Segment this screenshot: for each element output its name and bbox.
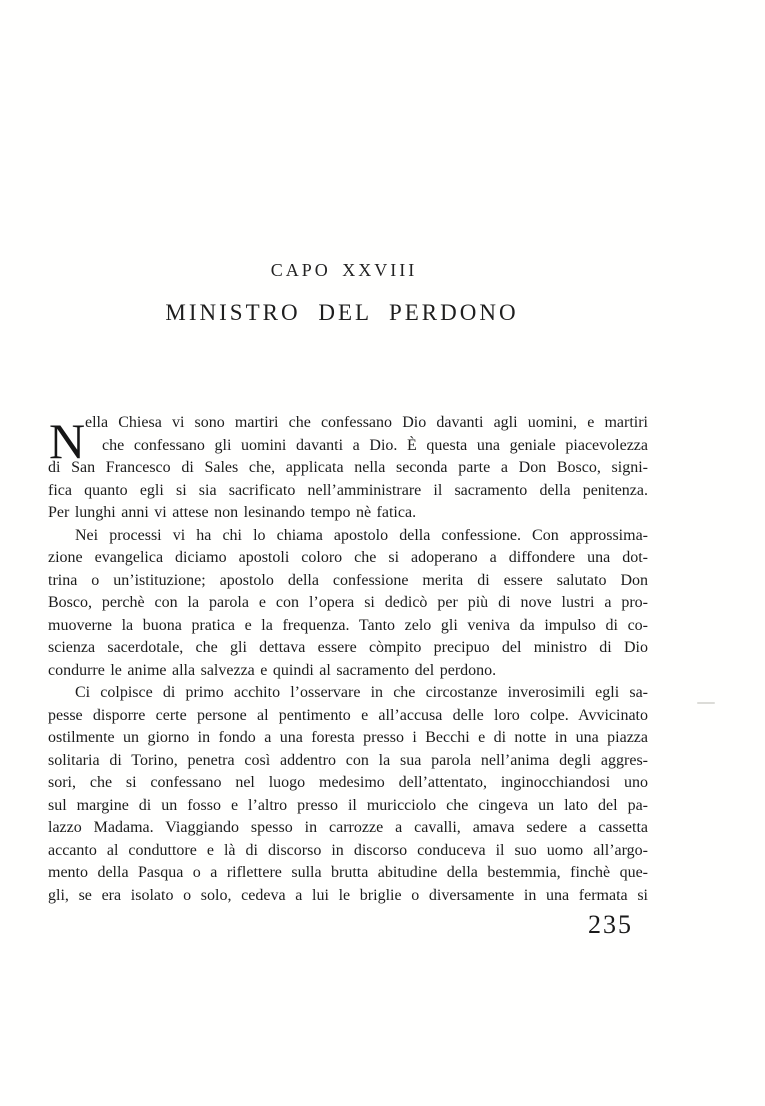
text-line: zione evangelica diciamo apostoli coloro che si adoperano a diffondere una dot- <box>48 549 648 566</box>
text-line: sori, che si confessano nel luogo medesimo dell’attentato, inginocchiandosi uno <box>48 774 648 791</box>
text-line: muoverne la buona pratica e la frequenza. Tanto zelo gli veniva da impulso di co- <box>48 616 648 634</box>
text-line: condurre le anime alla salvezza e quindi al sacramento del perdono. <box>48 661 497 679</box>
text-line: solitaria di Torino, penetra così addentro con la sua parola nell’anima degli aggres- <box>48 751 648 769</box>
text-line: ella Chiesa vi sono martiri che confessano Dio davanti agli uomini, e martiri <box>85 414 648 431</box>
text-line: gli, se era isolato o solo, cedeva a lui le briglie o diversamente in una fermata si <box>48 886 648 904</box>
text-line: pesse disporre certe persone al pentimento e all’accusa delle loro colpe. Avvicinato <box>48 706 648 724</box>
scan-artifact <box>697 702 715 704</box>
text-line: ostilmente un giorno in fondo a una foresta presso i Becchi e di notte in una piazza <box>48 729 648 746</box>
text-line: di San Francesco di Sales che, applicata nella seconda parte a Don Bosco, signi- <box>48 459 648 476</box>
text-line: accanto al conduttore e là di discorso in discorso conduceva il suo uomo all’argo- <box>48 841 648 859</box>
text-line: Bosco, perchè con la parola e con l’opera si dedicò per più di nove lustri a pro- <box>48 594 648 611</box>
text-line: Nei processi vi ha chi lo chiama apostolo della confessione. Con approssima- <box>75 526 648 544</box>
text-line: sul margine di un fosso e l’altro presso il muricciolo che cingeva un lato del pa- <box>48 796 648 814</box>
chapter-heading: CAPO XXVIII <box>270 260 418 280</box>
page-number: 235 <box>588 910 633 939</box>
text-line: scienza sacerdotale, che gli dettava essere còmpito precipuo del ministro di Dio <box>48 639 648 656</box>
text-line: Per lunghi anni vi attese non lesinando tempo nè fatica. <box>48 504 417 521</box>
chapter-title: MINISTRO DEL PERDONO <box>165 300 519 325</box>
text-block <box>48 412 648 907</box>
text-line: lazzo Madama. Viaggiando spesso in carrozze a cavalli, amava sedere a cassetta <box>48 819 648 836</box>
text-line: mento della Pasqua o a riflettere sulla brutta abitudine della bestemmia, finchè que- <box>48 864 648 881</box>
text-line: fica quanto egli si sia sacrificato nell’amministrare il sacramento della penitenza. <box>48 481 648 499</box>
text-line: Ci colpisce di primo acchito l’osservare in che circostanze inverosimili egli sa- <box>75 684 648 701</box>
text-line: che confessano gli uomini davanti a Dio. È questa una geniale piacevolezza <box>102 436 648 454</box>
drop-cap: N <box>49 413 86 469</box>
text-line: trina o un’istituzione; apostolo della confessione merita di essere salutato Don <box>48 571 648 589</box>
